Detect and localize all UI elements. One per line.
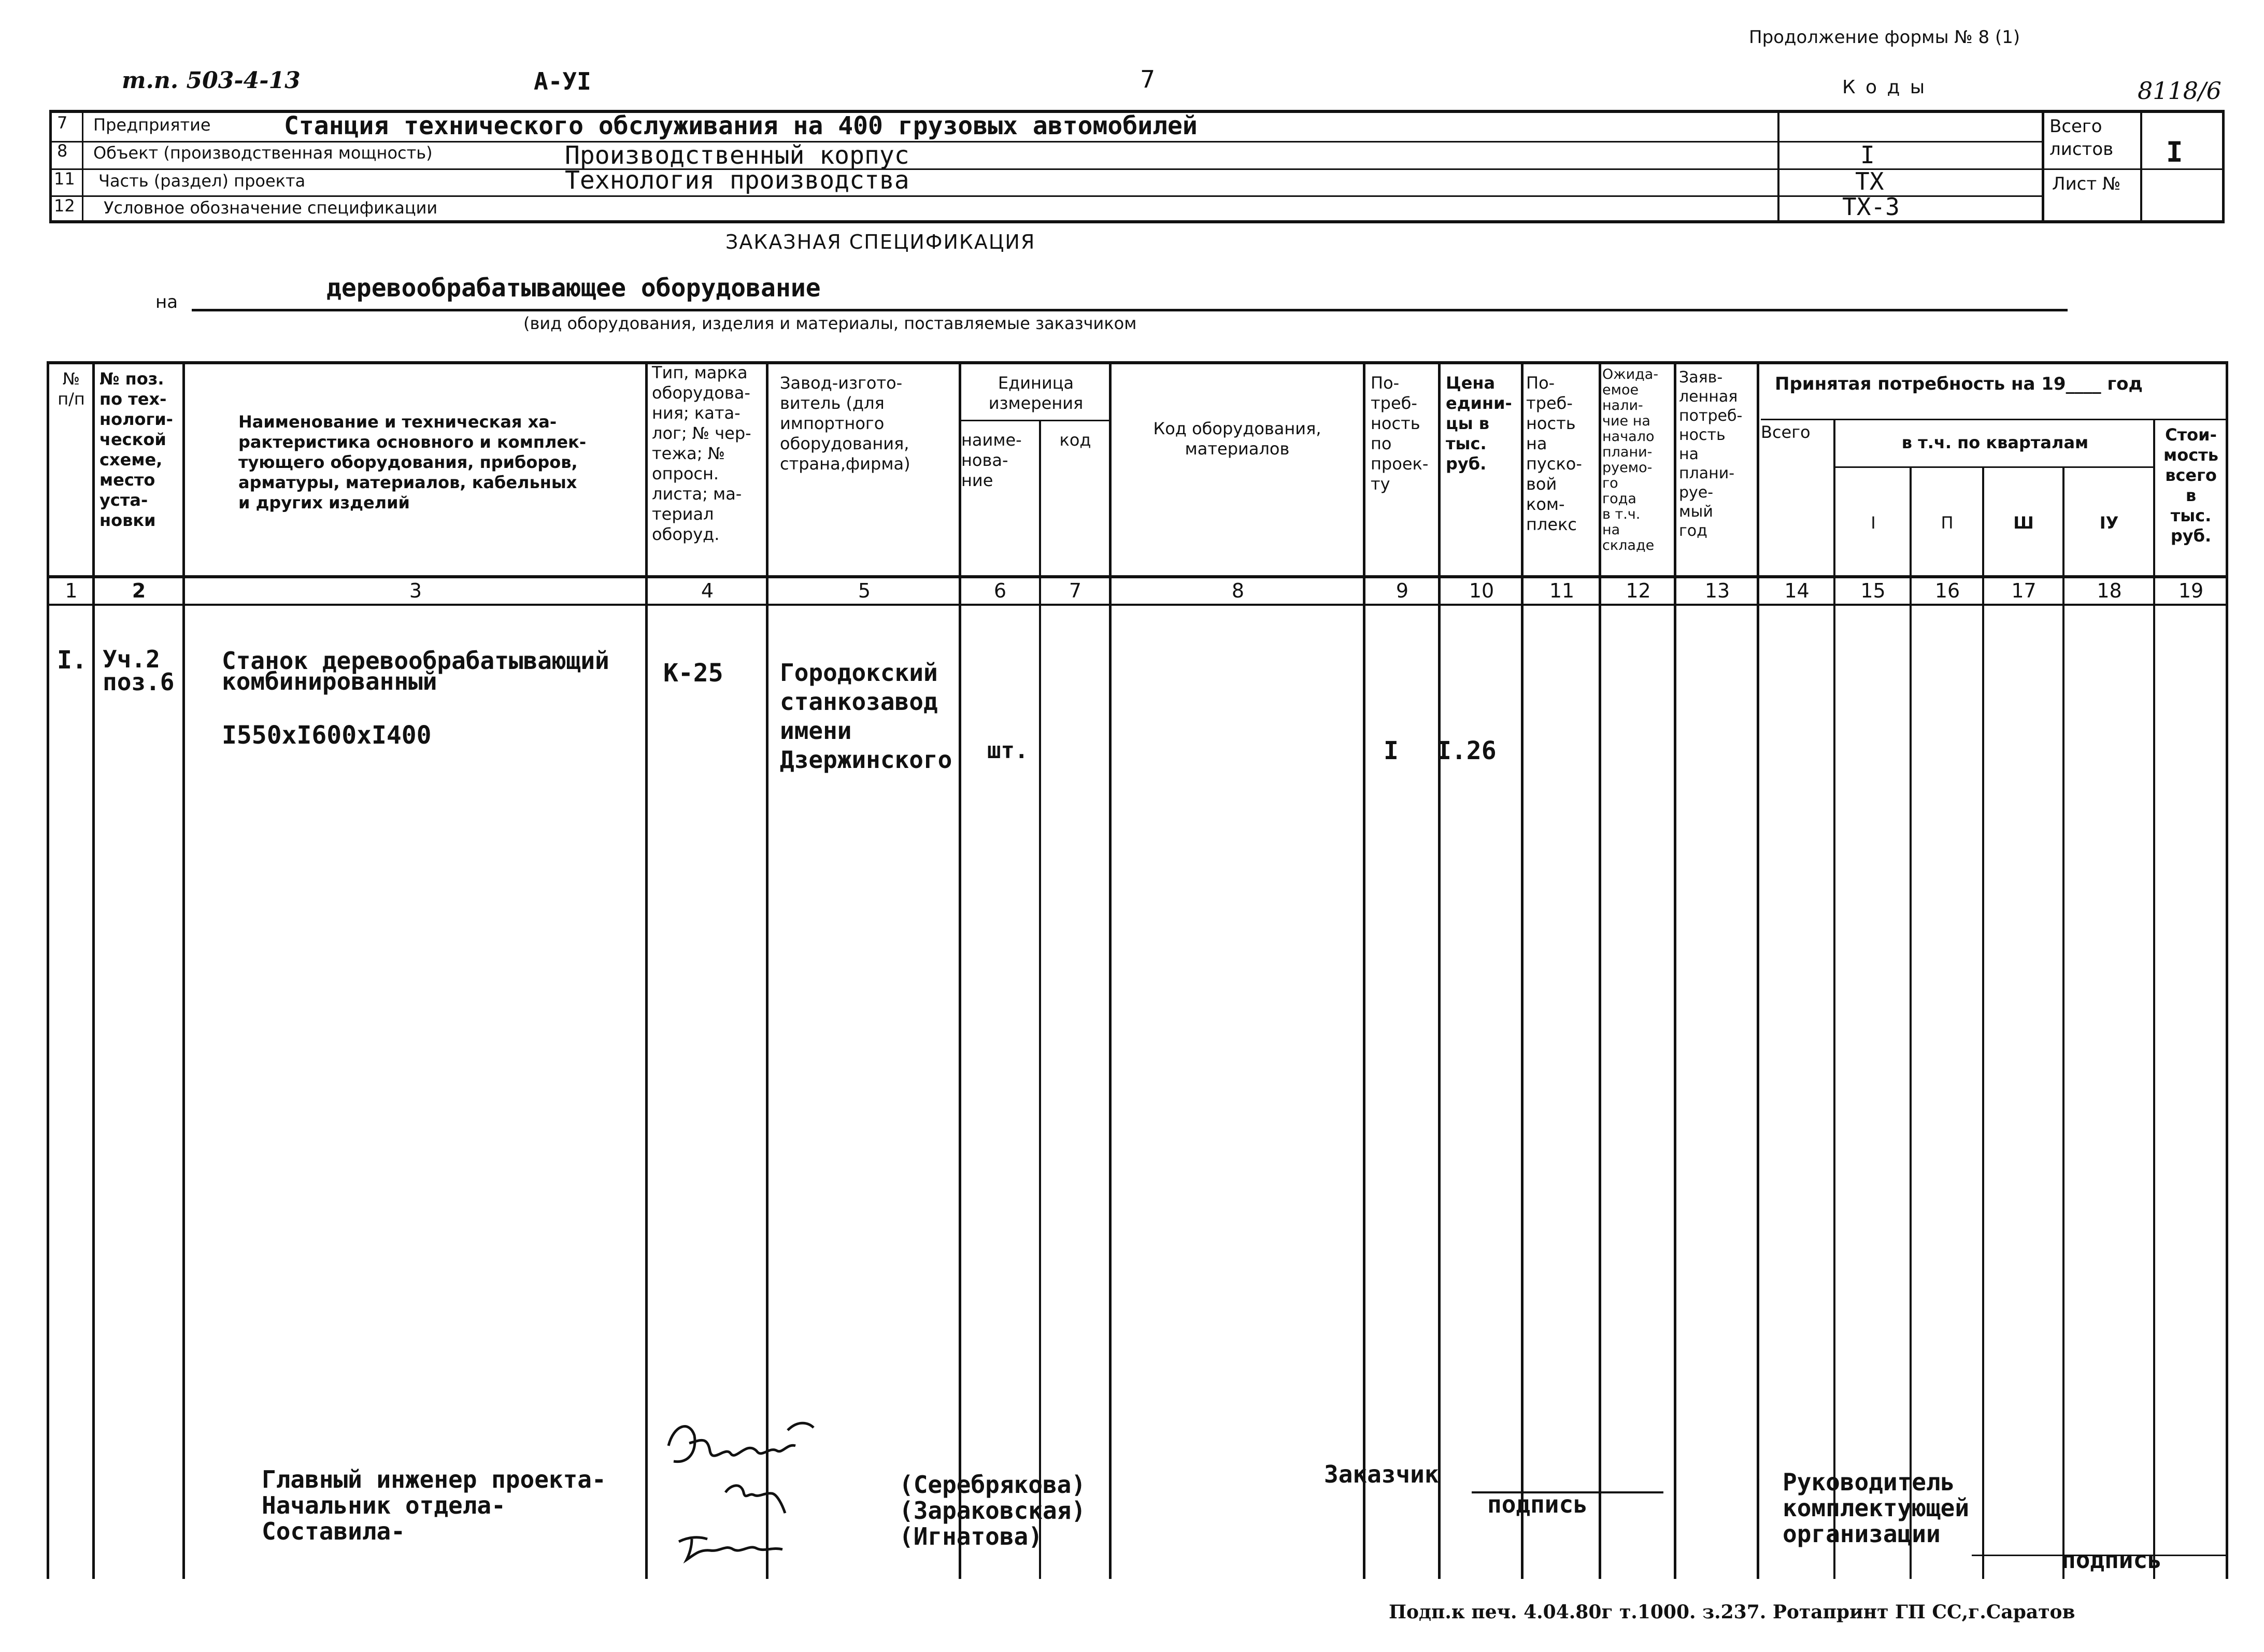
sheet-number-label: Лист № [2052, 174, 2121, 194]
col-number: 5 [858, 579, 871, 602]
col-header-q4: IУ [2099, 513, 2119, 533]
col-number: 17 [2011, 579, 2037, 602]
project-code: т.п. 503-4-13 [122, 67, 301, 94]
row-unit-price: I.26 [1436, 736, 1497, 765]
row-manufacturer: Городокский станкозавод имени Дзержинского [780, 659, 952, 774]
row-unit: шт. [987, 737, 1029, 764]
title-row-label: Объект (производственная мощность) [93, 143, 433, 163]
col-header-npp: № п/п [58, 369, 85, 409]
title-row-num: 12 [54, 196, 75, 216]
row-equipment-dimensions: I550xI600xI400 [222, 721, 432, 750]
form-continuation-note: Продолжение формы № 8 (1) [1749, 27, 2020, 48]
col-header-project-need: По- треб- ность по проек- ту [1371, 373, 1429, 494]
total-sheets-value: I [2166, 136, 2183, 168]
col-header-startup-need: По- треб- ность на пуско- вой ком- плекс [1526, 373, 1582, 534]
col-number: 6 [993, 579, 1007, 602]
on-label: на [155, 292, 178, 312]
customer-sign-label: подпись [1487, 1490, 1588, 1518]
row-type: К-25 [663, 659, 723, 688]
sheet-code: 8118/6 [2138, 77, 2222, 105]
col-number: 4 [701, 579, 714, 602]
col-header-unit-code: код [1059, 430, 1091, 450]
col-number: 9 [1396, 579, 1409, 602]
col-number: 1 [65, 579, 78, 602]
title-row-num: 8 [57, 141, 68, 161]
col-number: 8 [1231, 579, 1245, 602]
codes-label: К о д ы [1842, 77, 1927, 98]
row-number: I. [57, 646, 87, 675]
title-row-label: Часть (раздел) проекта [98, 171, 306, 191]
handwritten-signatures [658, 1415, 845, 1570]
spec-subject-note: (вид оборудования, изделия и материалы, поставляемые заказчиком [523, 314, 1137, 333]
col-header-declared-need: Заяв- ленная потреб- ность на плани- руе- мый год [1679, 368, 1743, 540]
col-number: 16 [1934, 579, 1960, 602]
album-label: А-УI [534, 67, 591, 95]
col-number: 15 [1860, 579, 1886, 602]
col-header-q1: I [1871, 513, 1876, 533]
col-number: 11 [1549, 579, 1575, 602]
spec-code: ТХ-3 [1842, 193, 1900, 221]
col-header-equipment-code: Код оборудования, материалов [1153, 419, 1321, 459]
col-header-unit: Единица измерения [988, 373, 1084, 413]
supplier-sign-label: подпись [2061, 1546, 2162, 1574]
col-header-type: Тип, марка оборудова- ния; ката- лог; № чер- тежа; № опросн. листа; ма- териал оборуд. [652, 363, 751, 544]
col-header-manufacturer: Завод-изгото- витель (для импортного оборудования, страна,фирма) [780, 373, 910, 474]
total-sheets-label: Всего листов [2049, 116, 2114, 160]
col-header-expected-stock: Ожида- емое нали- чие на начало плани- руемо- го года в т.ч. на складе [1602, 366, 1659, 553]
col-number: 12 [1626, 579, 1651, 602]
col-header-position: № поз. по тех- нологи- ческой схеме, место уста- новки [99, 369, 173, 530]
col-header-accepted-need: Принятая потребность на 19____ год [1775, 374, 2143, 394]
col-header-unit-price: Цена едини- цы в тыс. руб. [1446, 373, 1512, 474]
page-number: 7 [1140, 65, 1156, 93]
print-footer: Подп.к печ. 4.04.80г т.1000. з.237. Ротапринт ГП СС,г.Саратов [1389, 1601, 2075, 1623]
title-row-num: 11 [54, 169, 75, 189]
customer-label: Заказчик [1324, 1460, 1439, 1488]
enterprise-value: Станция технического обслуживания на 400 грузовых автомобилей [284, 111, 1198, 140]
col-number: 18 [2097, 579, 2122, 602]
col-number: 7 [1069, 579, 1082, 602]
row-quantity: I [1384, 736, 1399, 765]
part-code: ТХ [1855, 167, 1884, 195]
spec-subject: деревообрабатывающее оборудование [326, 274, 821, 303]
spec-title: ЗАКАЗНАЯ СПЕЦИФИКАЦИЯ [725, 231, 1036, 253]
row-equipment-name: Станок деревообрабатывающий комбинированный [222, 647, 609, 695]
title-row-num: 7 [57, 113, 68, 133]
part-value: Технология производства [565, 166, 909, 195]
col-header-q2: П [1941, 513, 1954, 533]
signature-names: (Серебрякова) (Зараковская) (Игнатова) [899, 1471, 1086, 1550]
col-number: 2 [132, 579, 146, 602]
col-header-quarters: в т.ч. по кварталам [1901, 433, 2089, 452]
object-code: I [1860, 141, 1875, 169]
row-position: Уч.2 поз.6 [103, 645, 175, 696]
title-row-label: Условное обозначение спецификации [104, 198, 438, 218]
col-header-cost: Стои- мость всего в тыс. руб. [2163, 425, 2218, 546]
col-number: 19 [2178, 579, 2204, 602]
col-header-unit-name: наиме- нова- ние [961, 430, 1022, 490]
col-header-total: Всего [1761, 422, 1811, 442]
signature-roles: Главный инженер проекта- Начальник отдела- Составила- [262, 1465, 606, 1545]
object-value: Производственный корпус [565, 141, 909, 170]
col-header-q3: Ш [2013, 513, 2034, 533]
col-number: 10 [1469, 579, 1494, 602]
title-row-label: Предприятие [93, 115, 211, 135]
col-number: 3 [409, 579, 422, 602]
supplier-label: Руководитель комплектующей организации [1783, 1468, 1970, 1548]
col-number: 14 [1784, 579, 1810, 602]
col-number: 13 [1704, 579, 1730, 602]
col-header-name: Наименование и техническая ха- рактеристика основного и комплек- тующего оборудования, приборов, арматуры, материалов, кабельных и других изделий [238, 412, 587, 512]
